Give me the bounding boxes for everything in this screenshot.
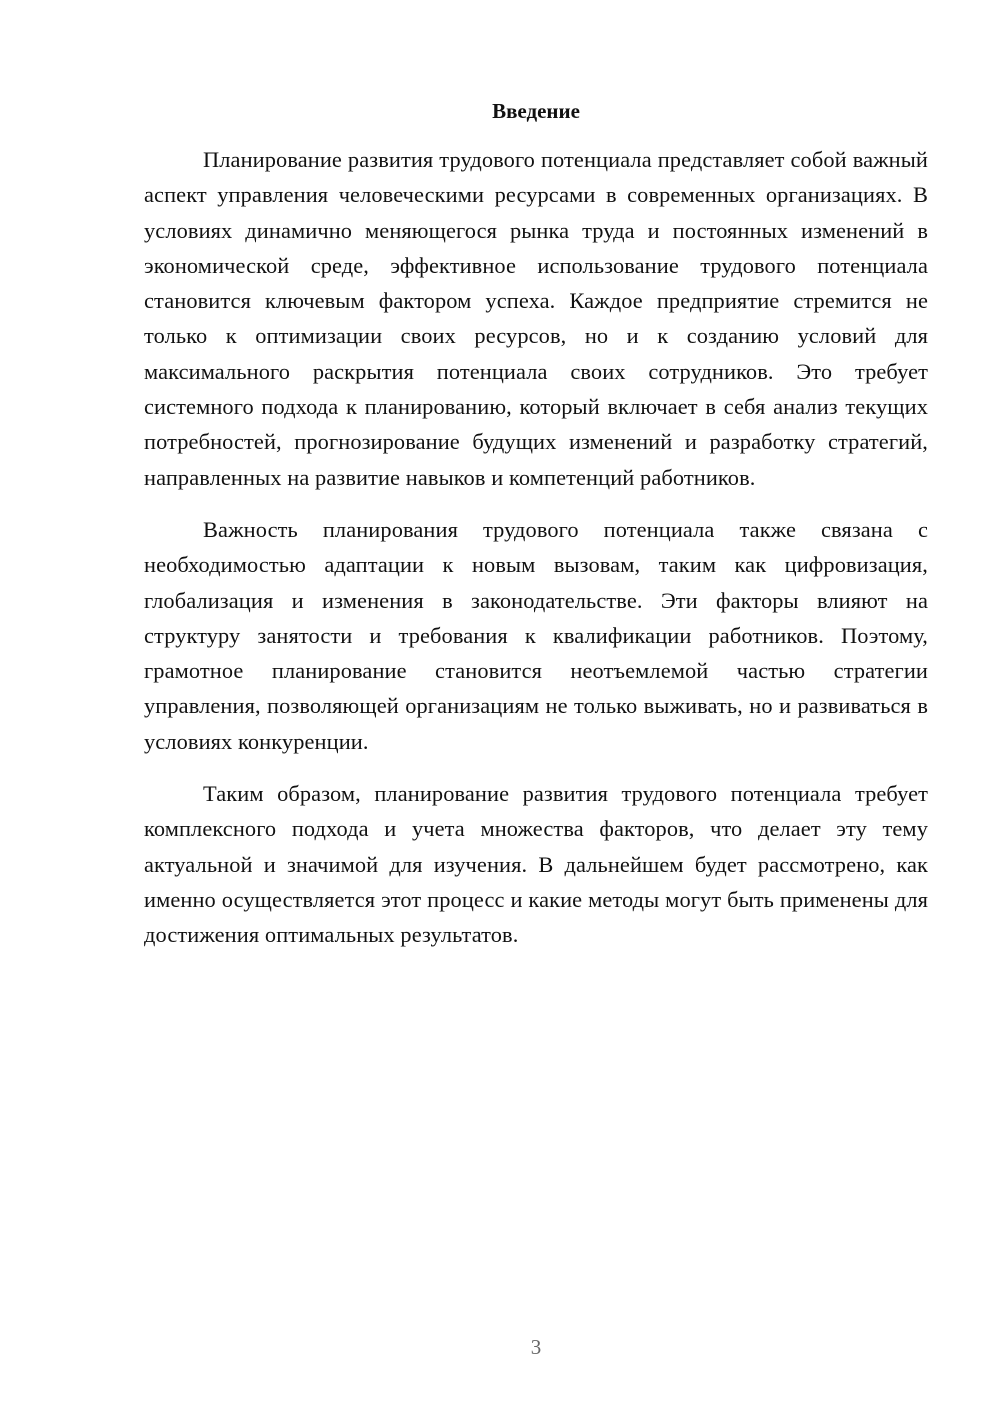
paragraph-3: Таким образом, планирование развития трудового потенциала требует комплексного подхода и учета множества факторов, что делает эту тему актуальной и значимой для изучения. В дальнейшем будет рассмотрено, как именно осуществляется этот процесс и какие методы могут быть применены для достижения оптимальных результатов.: [144, 781, 928, 948]
body-text: [144, 142, 928, 970]
paragraph-1: Планирование развития трудового потенциала представляет собой важный аспект управления человеческими ресурсами в современных организациях. В условиях динамично меняющегося рынка труда и постоянных изменений в экономической среде, эффективное использование трудового потенциала становится ключевым фактором успеха. Каждое предприятие стремится не только к оптимизации своих ресурсов, но и к созданию условий для максимального раскрытия потенциала своих сотрудников. Это требует системного подхода к планированию, который включает в себя анализ текущих потребностей, прогнозирование будущих изменений и разработку стратегий, направленных на развитие навыков и компетенций работников.: [144, 147, 928, 490]
page-number: 3: [530, 1335, 542, 1359]
paragraph-2: Важность планирования трудового потенциала также связана с необходимостью адаптации к новым вызовам, таким как цифровизация, глобализация и изменения в законодательстве. Эти факторы влияют на структуру занятости и требования к квалификации работников. Поэтому, грамотное планирование становится неотъемлемой частью стратегии управления, позволяющей организациям не только выживать, но и развиваться в условиях конкуренции.: [144, 516, 928, 754]
page-title: Введение: [492, 99, 580, 123]
